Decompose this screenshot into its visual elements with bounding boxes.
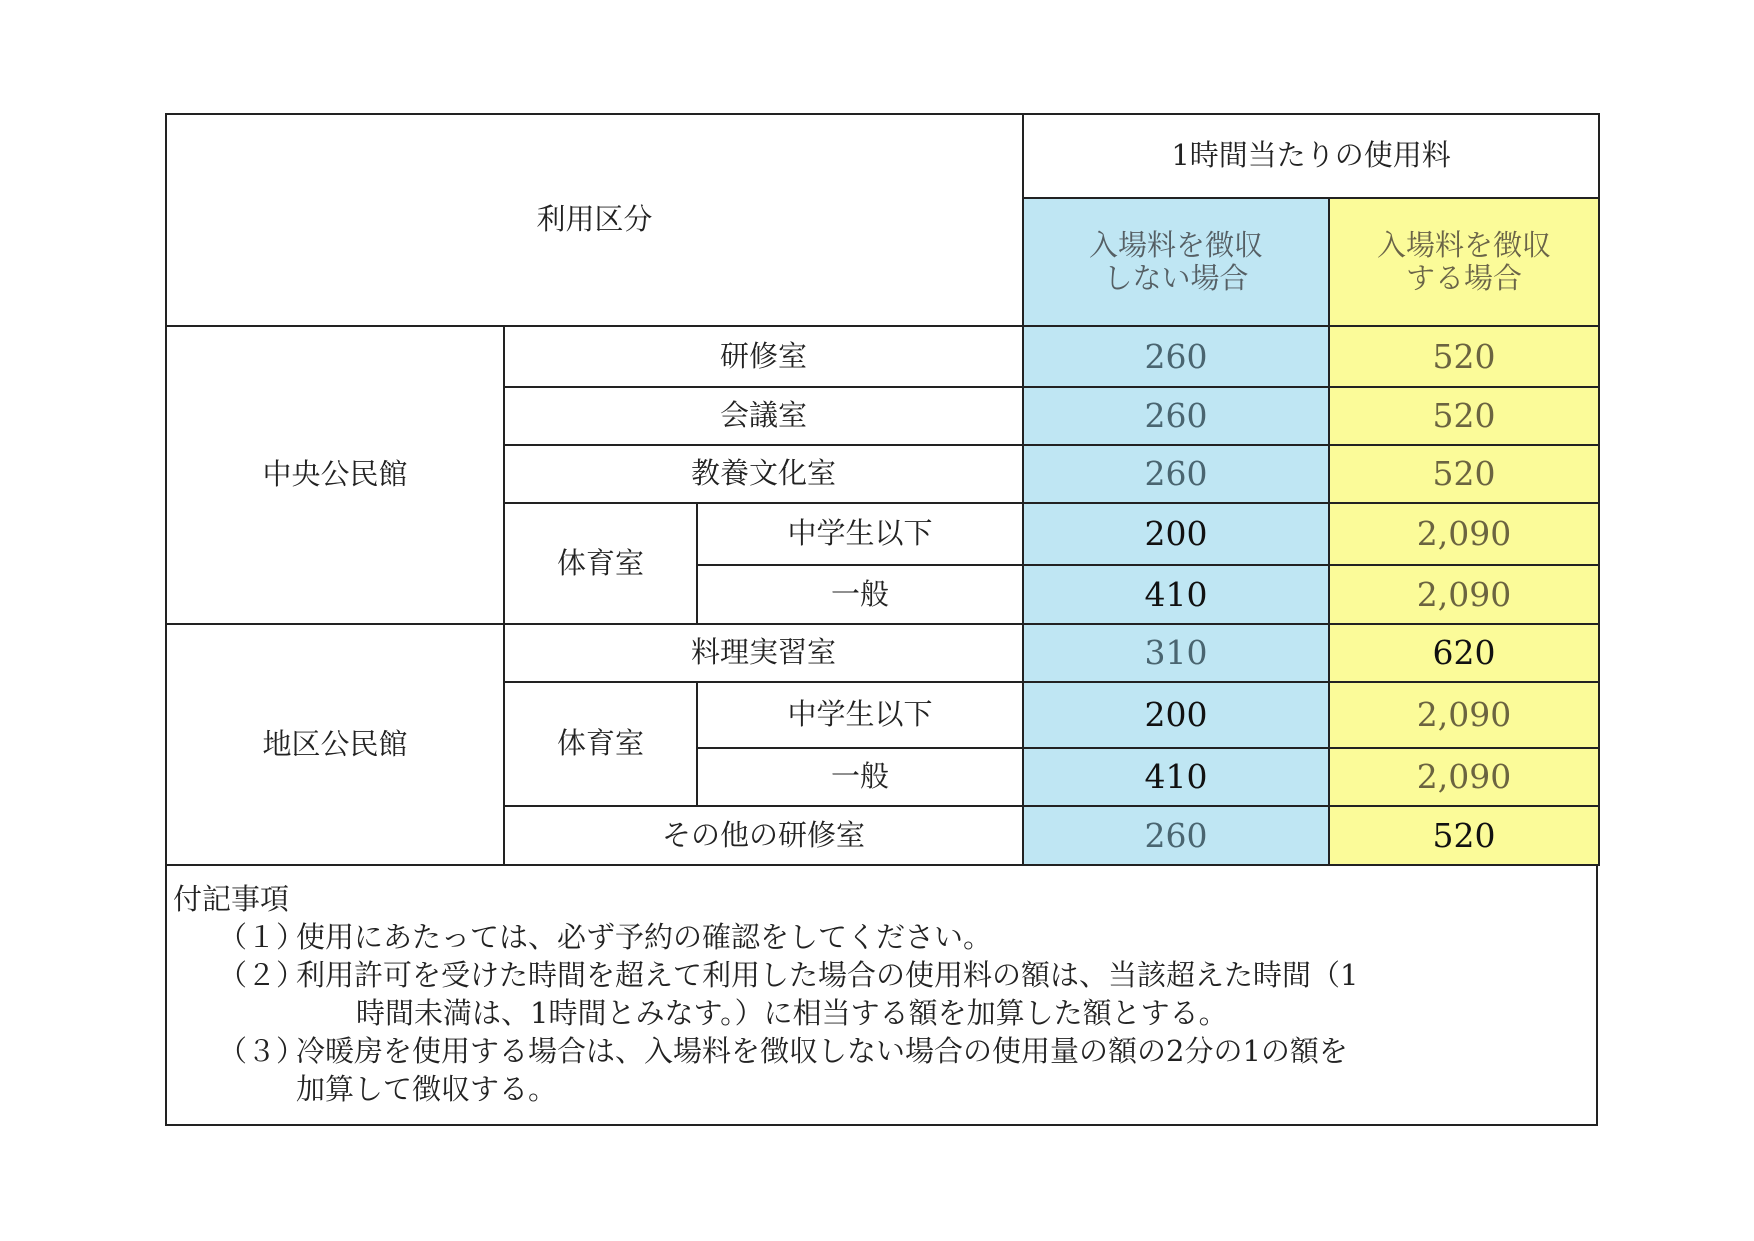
fee-no-admission: 410 <box>1023 748 1329 806</box>
facility-name: 中央公民館 <box>166 326 504 624</box>
note-text-continued: 時間未満は、1時間とみなす。）に相当する額を加算した額とする。 <box>356 996 1228 1030</box>
room-name: 体育室 <box>504 503 697 624</box>
room-name: 会議室 <box>504 387 1023 445</box>
sub-category: 一般 <box>697 565 1023 624</box>
fee-no-admission: 260 <box>1023 806 1329 865</box>
notes-title: 付記事項 <box>173 882 290 916</box>
room-name: 料理実習室 <box>504 624 1023 682</box>
note-text-continued: 加算して徴収する。 <box>296 1072 558 1106</box>
note-text: 利用許可を受けた時間を超えて利用した場合の使用料の額は、当該超えた時間（1 <box>296 958 1359 992</box>
fee-document <box>165 113 1598 1126</box>
room-name: 研修室 <box>504 326 1023 387</box>
fee-with-admission: 520 <box>1329 806 1599 865</box>
fee-with-admission: 2,090 <box>1329 565 1599 624</box>
fee-group-header: 1時間当たりの使用料 <box>1023 114 1599 198</box>
fee-with-admission: 620 <box>1329 624 1599 682</box>
note-text: 使用にあたっては、必ず予約の確認をしてください。 <box>296 920 993 954</box>
room-name: 教養文化室 <box>504 445 1023 503</box>
fee-table <box>165 113 1600 866</box>
room-name: その他の研修室 <box>504 806 1023 865</box>
fee-with-admission: 520 <box>1329 387 1599 445</box>
sub-category: 一般 <box>697 748 1023 806</box>
sub-category: 中学生以下 <box>697 682 1023 748</box>
with-admission-header: 入場料を徴収 する場合 <box>1329 198 1599 326</box>
facility-name: 地区公民館 <box>166 624 504 865</box>
note-text: 冷暖房を使用する場合は、入場料を徴収しない場合の使用量の額の2分の1の額を <box>296 1034 1348 1068</box>
fee-no-admission: 260 <box>1023 387 1329 445</box>
note-item <box>173 1032 1590 1108</box>
note-item <box>173 918 1590 956</box>
fee-with-admission: 520 <box>1329 326 1599 387</box>
notes-section <box>165 866 1598 1126</box>
fee-no-admission: 310 <box>1023 624 1329 682</box>
fee-with-admission: 2,090 <box>1329 748 1599 806</box>
fee-no-admission: 410 <box>1023 565 1329 624</box>
category-header: 利用区分 <box>166 114 1023 326</box>
note-number: （３） <box>218 1034 306 1068</box>
note-item <box>173 956 1590 1032</box>
no-admission-header: 入場料を徴収 しない場合 <box>1023 198 1329 326</box>
note-number: （１） <box>218 920 306 954</box>
fee-with-admission: 520 <box>1329 445 1599 503</box>
fee-no-admission: 200 <box>1023 503 1329 565</box>
fee-with-admission: 2,090 <box>1329 503 1599 565</box>
room-name: 体育室 <box>504 682 697 806</box>
note-number: （２） <box>218 958 306 992</box>
sub-category: 中学生以下 <box>697 503 1023 565</box>
fee-with-admission: 2,090 <box>1329 682 1599 748</box>
fee-no-admission: 260 <box>1023 445 1329 503</box>
fee-no-admission: 260 <box>1023 326 1329 387</box>
fee-no-admission: 200 <box>1023 682 1329 748</box>
